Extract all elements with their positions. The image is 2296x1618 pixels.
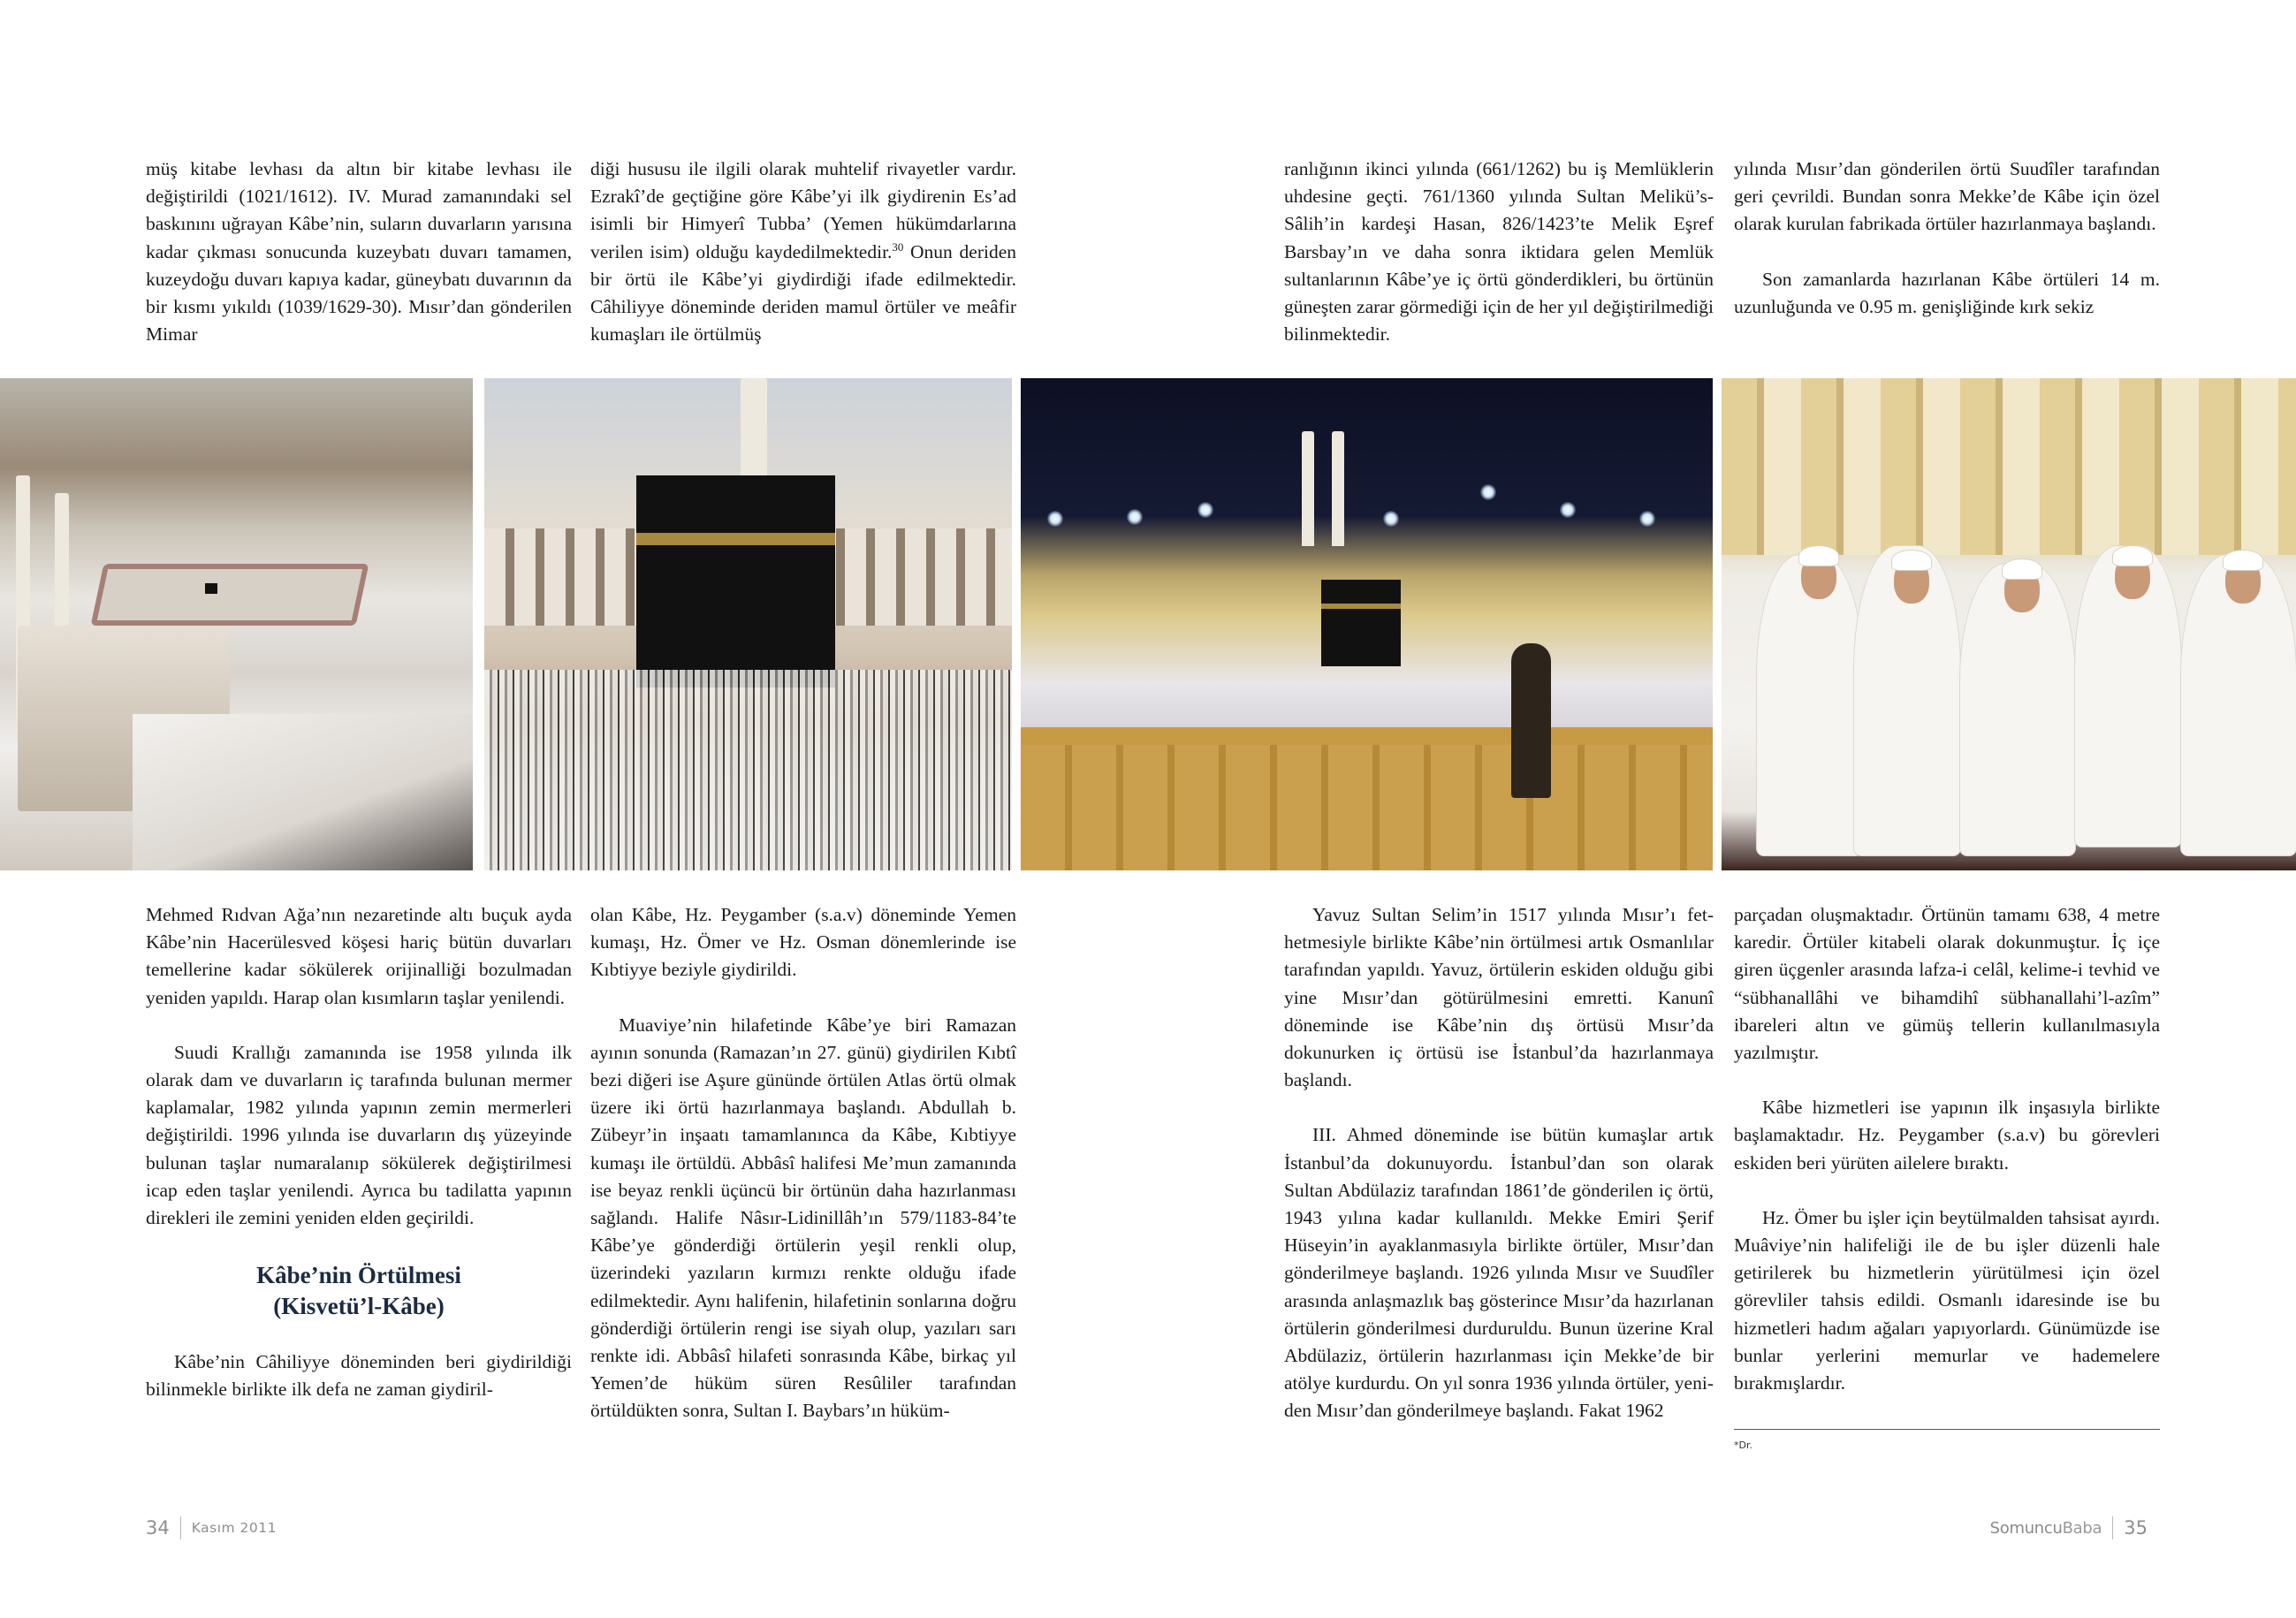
photo-kaaba-pilgrims [484, 378, 1012, 870]
floodlight [1383, 511, 1399, 527]
white-cap [1892, 551, 1931, 570]
paragraph: Son zamanlarda hazırlanan Kâbe örtüleri 14 m. uzunluğunda ve 0.95 m. genişliğinde kırk sekiz [1734, 268, 2160, 317]
paragraph: Yavuz Sultan Selim’in 1517 yılında Mısır’ı fethetmesiyle birlikte Kâbe’nin örtülmesi artık Osmanlılar tarafından yapıldı. Yavuz, örtülerin eskiden olduğu gibi yine Mısır’dan götürülmesini emretti. Kanunî döneminde ise Kâbe’nin dış örtüsü Mısır’da dokunurken iç örtüsü ise İstanbul’da hazırlanmaya başlandı. [1284, 904, 1714, 1091]
kiswa-gold-band [636, 533, 835, 545]
left-page-footer [146, 1516, 277, 1539]
floodlight [1560, 502, 1576, 518]
footnote-divider [1734, 1429, 2160, 1430]
plaza-shape [133, 714, 473, 870]
top-column-1 [146, 156, 572, 348]
issue-date: Kasım 2011 [191, 1520, 277, 1536]
paragraph: Mehmed Rıdvan Ağa’nın nezaretinde altı buçuk ayda Kâbe’nin Hacerülesved köşesi hariç bütün duvarları temellerine kadar sökülerek orijinalliği bozulmadan yeniden yapıldı. Harap olan kısımların taşlar yenilendi. [146, 904, 572, 1008]
person-silhouette [1511, 643, 1551, 798]
footer-separator [2112, 1516, 2113, 1539]
bottom-column-3 [1284, 901, 1714, 1425]
right-page-footer [1990, 1516, 2148, 1539]
balcony-shape [1021, 745, 1713, 870]
top-column-4 [1734, 156, 2160, 321]
footnote-reference[interactable]: 30 [892, 240, 904, 254]
pilgrim-crowd [484, 670, 1012, 870]
paragraph: parçadan oluşmaktadır. Örtünün tamamı 638, 4 metre karedir. Örtüler kitabeli olarak dokunmuştur. İç içe giren üçgenler arasında lafza-i celâl, kelime-i tevhid ve “sübhanallâhi ve bihamdihî sübhanallahi’l-azîm” ibareleri altın ve gümüş tellerin kullanılmasıyla yazılmıştır. [1734, 904, 2160, 1064]
paragraph: Suudi Krallığı zamanında ise 1958 yılında ilk olarak dam ve duvarların iç tarafında bulunan mermer kaplamalar, 1982 yılında yapının zemin mermerleri değiştirildi. 1996 yılında ise duvarların dış yüzeyinde bulunan taşlar numaralanıp sökülerek değiştirilmesi icap eden taşlar yenilendi. Ayrıca bu tadilatta yapının direkleri ile zemini yeniden elden geçirildi. [146, 1041, 572, 1229]
floodlight [1127, 509, 1143, 525]
paragraph: Hz. Ömer bu işler için beytülmalden tahsisat ayırdı. Muâviye’nin halifeliği ile de bu işler düzenli hale getirilerek bu hizmetlerin yürütülmesi için özel görevliler tahsis edildi. Osmanlı idaresinde ise bu hizmetleri hadım ağaları yapıyorlardı. Günümüzde ise bunlar yerlerini memurlar ve hademelere bırakmışlardır. [1734, 1206, 2160, 1394]
page-number-right: 35 [2124, 1517, 2148, 1538]
white-cap [2113, 546, 2152, 566]
top-column-2 [590, 156, 1016, 348]
bottom-column-4 [1734, 901, 2160, 1397]
minaret-shape [1302, 431, 1314, 546]
footnote: *Dr. [1734, 1439, 1752, 1451]
bottom-column-1 [146, 901, 572, 1404]
person-figure [1757, 555, 1863, 855]
floodlight [1480, 484, 1496, 500]
paragraph: III. Ahmed döneminde ise bütün kumaşlar artık İstanbul’da dokunuyordu. İstanbul’dan son olarak Sultan Abdülaziz tarafından 1861’de gönderilen iç örtü, 1943 yılına kadar kullanıldı. Mekke Emiri Şerif Hüseyin’in ayaklanmasıyla birlikte örtüler, Mısır’dan gönderilmeye başlandı. 1926 yılında Mısır ve Suudîler arasında anlaşmazlık baş gösterince Mısır’da hazırlanan örtülerin gönderilmesi durduruldu. Bunun üzerine Kral Abdülaziz, örtülerin hazırlanması için Mekke’de bir atölye kurdurdu. On yıl sonra 1936 yılında örtüler, yeniden Mısır’dan gönderilmeye başlandı. Fakat 1962 [1284, 1124, 1714, 1422]
paragraph: müş kitabe levhası da altın bir kitabe levhası ile değiştirildi (1021/1612). IV. Murad zamanındaki sel baskınını uğrayan Kâbe’nin, suların duvarların yarısına kadar çıkması sonucunda kuzeybatı duvarı tamamen, kuzeydoğu duvarı kapıya kadar, güneybatı duvarının da bir kısmı yıkıldı (1039/1629-30). Mısır’dan gönderilen Mimar [146, 158, 572, 346]
balcony-rail [1021, 727, 1713, 745]
white-cap [1799, 546, 1838, 566]
paragraph: ranlığının ikinci yılında (661/1262) bu iş Memlüklerin uhdesine geçti. 761/1360 yılında Sultan Melikü’s-Sâlih’in kardeşi Hasan, 826/1423’te Melik Eşref Barsbay’ın ve daha sonra iktidara gelen Memlük sultanlarının Kâbe’ye iç örtü gönderdikleri, bu örtünün güneşten zarar görmediği için de her yıl değiştirilmediği bilinmektedir. [1284, 158, 1714, 346]
page-number-left: 34 [146, 1517, 170, 1538]
paragraph: Muaviye’nin hilafetinde Kâbe’ye biri Ramazan ayının sonunda (Ramazan’ın 27. günü) giydirilen Kıbtî bezi diğeri ise Aşure gününde örtülen Atlas örtü olmak üzere iki örtü hazırlanmaya başlandı. Abdullah b. Zübeyr’in inşaatı tamamlanınca da Kâbe, Kıbtiyye kumaşı ile örtüldü. Abbâsî halifesi Me’mun zamanında ise beyaz renkli üçüncü bir örtünün daha hazırlanması sağlandı. Halife Nâsır-Lidinillâh’ın 579/1183-84’te Kâbe’ye gönderdiği örtülerin yeşil renkli olup, üzerindeki yazıların kırmızı renkte olduğu ifade edilmektedir. Aynı halifenin, hilafetinin sonlarına doğru gönderdiği örtülerin rengi ise siyah olup, yazıları sarı renkte idi. Abbâsî hilafeti sonrasında Kâbe, birkaç yıl Yemen’de hüküm süren Resûliler tarafından örtüldükten sonra, Sultan I. Baybars’ın hüküm- [590, 1014, 1016, 1422]
paragraph: olan Kâbe, Hz. Peygamber (s.a.v) döneminde Yemen kumaşı, Hz. Ömer ve Hz. Osman dönemlerinde ise Kıbtiyye beziyle giydirildi. [590, 904, 1016, 981]
minaret-shape [1332, 431, 1344, 546]
mosque-courtyard-shape [91, 564, 369, 626]
floodlight [1047, 511, 1063, 527]
footer-separator [180, 1516, 181, 1539]
paragraph: Kâbe hizmetleri ise yapının ilk inşasıyla birlikte başlamaktadır. Hz. Peygamber (s.a.v) bu görevleri eskiden beri yürüten ailelere bıraktı. [1734, 1097, 2160, 1174]
photo-group-in-white [1722, 378, 2296, 870]
kaaba-shape [1321, 580, 1401, 666]
photo-aerial-grand-mosque [0, 378, 473, 870]
paragraph: yılında Mısır’dan gönderilen örtü Suudîler tarafından geri çevrildi. Bundan sonra Mekke’de Kâbe için özel olarak kurulan fabrikada örtüler hazırlanmaya başlandı. [1734, 158, 2160, 235]
kaaba-shape [636, 475, 835, 687]
magazine-brand: SomuncuBaba [1989, 1518, 2102, 1538]
kiswa-gold-band [1321, 604, 1401, 609]
section-heading: Kâbe’nin Örtülmesi (Kisvetü’l-Kâbe) [256, 1262, 461, 1320]
floodlight [1197, 502, 1213, 518]
kaaba-shape [205, 583, 217, 594]
paragraph: diği hususu ile ilgili olarak muhtelif rivayetler vardır. Ezrakî’de geçtiğine göre Kâbe’yi ilk giydirenin Es’ad isimli bir Himyerî Tubba’ (Yemen hükümdarlarına verilen isim) olduğu kaydedilmektedir.$^{30}$ Onun deriden bir örtü ile Kâbe’yi giydirdiği ifade edilmektedir. Câhiliyye döneminde deriden mamul örtüler ve meâfir kumaşları ile örtülmüş [590, 158, 1017, 346]
top-column-3 [1284, 156, 1714, 348]
white-cap [2224, 551, 2262, 570]
photo-kaaba-night [1021, 378, 1713, 870]
white-cap [2003, 559, 2041, 579]
bottom-column-2 [590, 901, 1016, 1425]
floodlight [1639, 511, 1655, 527]
mosque-interior-columns [1722, 378, 2296, 555]
paragraph: Kâbe’nin Câhiliyye döneminden beri giydirildiği bilinmekle birlikte ilk defa ne zaman giydiril- [146, 1351, 572, 1401]
